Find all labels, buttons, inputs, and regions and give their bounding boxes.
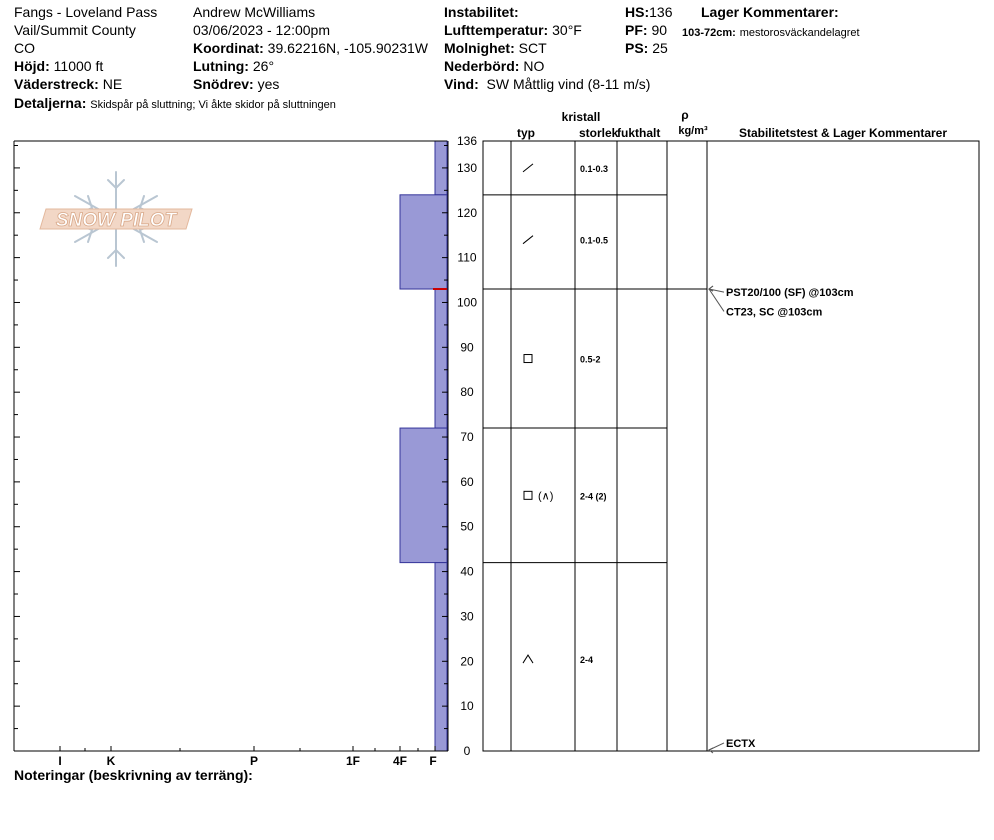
logo-text: SNOW PILOT <box>55 210 177 231</box>
faceted-crystal-icon <box>524 355 532 363</box>
penetration-ski: PS: 25 <box>625 40 668 56</box>
hardness-label-F: F <box>429 754 437 768</box>
test-label-1: CT23, SC @103cm <box>726 306 823 319</box>
layer-comment: 103-72cm: mestorosväckandelagret <box>682 27 860 39</box>
depth-hoar-icon <box>523 655 533 663</box>
depth-label-20: 20 <box>460 654 474 669</box>
faceted-depth-hoar-icon <box>524 491 532 499</box>
hardness-label-1F: 1F <box>345 754 361 768</box>
hardness-label-K: K <box>106 754 116 768</box>
depth-label-130: 130 <box>456 160 478 175</box>
grain-size-2: 0.5-2 <box>580 354 601 365</box>
depth-label-40: 40 <box>460 564 474 579</box>
decomposing-fragments-icon <box>523 236 533 244</box>
type-header: typ <box>517 126 535 140</box>
test-leader-1 <box>709 289 724 311</box>
hardness-layer-2 <box>435 289 447 428</box>
grain-size-4: 2-4 <box>580 655 594 666</box>
depth-label-136: 136 <box>456 134 478 148</box>
hardness-label-P: P <box>249 754 259 768</box>
rho-header: ρ <box>681 108 689 122</box>
observer: Andrew McWilliams <box>193 4 316 20</box>
layer-table-frame <box>483 141 979 751</box>
test-label-2: ECTX <box>726 737 756 750</box>
depth-label-10: 10 <box>460 699 474 714</box>
density-header: kg/m³ <box>678 125 708 137</box>
depth-label-90: 90 <box>460 340 474 355</box>
depth-label-70: 70 <box>460 430 474 445</box>
layer-comments-label: Lager Kommentarer: <box>701 4 839 20</box>
drift: Snödrev: yes <box>193 76 280 92</box>
decomposing-fragments-icon <box>523 164 533 172</box>
coordinates: Koordinat: 39.62216N, -105.90231W <box>193 40 428 56</box>
size-header: storlek <box>579 126 619 140</box>
depth-label-80: 80 <box>460 385 474 400</box>
depth-label-100: 100 <box>456 295 478 310</box>
depth-label-120: 120 <box>456 205 478 220</box>
snow-height: HS:136 <box>625 4 673 20</box>
elevation: Höjd: 11000 ft <box>14 58 104 74</box>
details: Detaljerna: Skidspår på sluttning; Vi åkte skidor på sluttningen <box>14 95 336 111</box>
penetration-foot: PF: 90 <box>625 22 668 38</box>
depth-label-0: 0 <box>463 744 471 758</box>
wind: Vind: SW Måttlig vind (8-11 m/s) <box>444 76 651 92</box>
notes-label: Noteringar (beskrivning av terräng): <box>14 767 253 783</box>
cloud-cover: Molnighet: SCT <box>444 40 547 56</box>
depth-label-110: 110 <box>457 250 477 265</box>
hardness-label-I: I <box>58 754 62 768</box>
county: Vail/Summit County <box>14 22 136 38</box>
hardness-layer-1 <box>400 195 447 289</box>
test-label-0: PST20/100 (SF) @103cm <box>726 287 854 300</box>
depth-label-50: 50 <box>460 519 474 534</box>
datetime: 03/06/2023 - 12:00pm <box>193 22 330 38</box>
state: CO <box>14 40 35 56</box>
air-temperature: Lufttemperatur: 30°F <box>444 22 582 38</box>
hardness-layer-3 <box>400 428 447 563</box>
crystal-header: kristall <box>561 110 601 124</box>
grain-secondary-3: (∧) <box>538 490 554 503</box>
precipitation: Nederbörd: NO <box>444 58 545 74</box>
slope: Lutning: 26° <box>193 58 275 74</box>
hardness-label-4F: 4F <box>392 754 408 768</box>
depth-label-30: 30 <box>460 609 474 624</box>
aspect: Väderstreck: NE <box>14 76 123 92</box>
depth-label-60: 60 <box>460 474 474 489</box>
grain-size-1: 0.1-0.5 <box>580 235 609 246</box>
hardness-layer-4 <box>435 563 447 751</box>
stability-header: Stabilitetstest & Lager Kommentarer <box>738 126 948 140</box>
moisture-header: fukthalt <box>617 126 661 140</box>
location: Fangs - Loveland Pass <box>14 4 158 20</box>
instability-label: Instabilitet: <box>444 4 519 20</box>
snow-pilot-logo <box>40 172 192 266</box>
grain-size-3: 2-4 (2) <box>580 491 607 502</box>
grain-size-0: 0.1-0.3 <box>580 163 609 174</box>
